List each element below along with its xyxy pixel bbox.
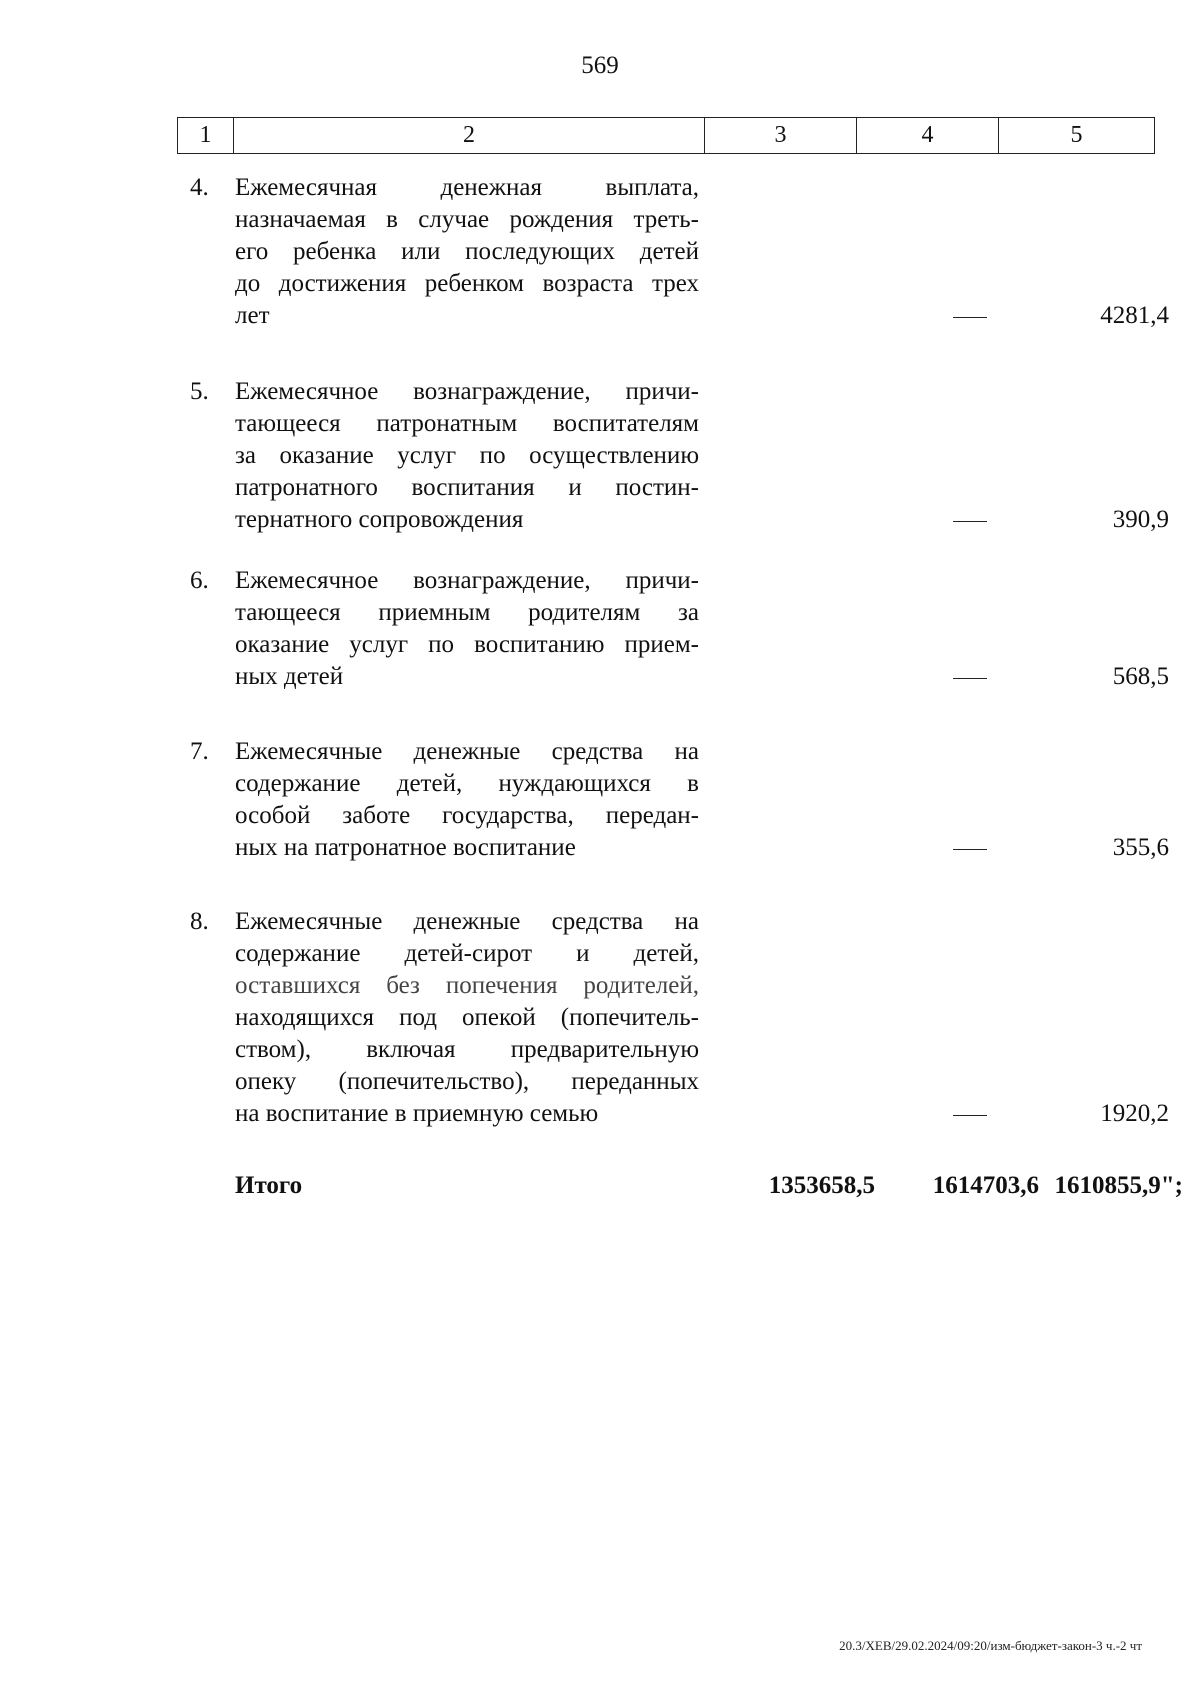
total-col5: 1610855,9";	[1054, 1172, 1183, 1199]
total-col4: 1614703,6	[932, 1172, 1039, 1199]
description-line: содержание детей, нуждающихся в	[235, 770, 699, 797]
description-line: тающееся приемным родителям за	[235, 599, 699, 626]
description-line: лет	[235, 302, 270, 329]
row-col4-value: 355,6	[1112, 834, 1169, 861]
row-col5-dash	[1177, 661, 1200, 693]
page-number: 569	[581, 52, 619, 79]
row-number: 6.	[190, 567, 209, 594]
table-header-row	[177, 117, 1155, 154]
row-description	[235, 565, 699, 693]
header-col-5: 5	[1070, 122, 1083, 148]
row-col4-value: 568,5	[1112, 663, 1169, 690]
row-description	[235, 906, 699, 1130]
description-line: его ребенка или последующих детей	[235, 238, 699, 265]
description-line: Ежемесячное вознаграждение, причи-	[235, 378, 699, 405]
row-col5-dash	[1177, 300, 1200, 332]
description-line: Ежемесячная денежная выплата,	[235, 174, 699, 201]
dash-mark	[953, 678, 987, 679]
description-line: тернатного сопровождения	[235, 506, 524, 533]
description-line: патронатного воспитания и постин-	[235, 474, 699, 501]
description-line: до достижения ребенком возраста трех	[235, 270, 699, 297]
description-line: Ежемесячные денежные средства на	[235, 738, 699, 765]
row-col3-dash	[827, 504, 987, 536]
row-number: 8.	[190, 908, 209, 935]
description-line: оказание услуг по воспитанию прием-	[235, 631, 699, 658]
description-line: оставшихся без попечения родителей,	[235, 972, 699, 999]
description-line: ных на патронатное воспитание	[235, 834, 576, 861]
description-line: особой заботе государства, передан-	[235, 802, 699, 829]
row-col5-dash	[1177, 832, 1200, 864]
dash-mark	[953, 521, 987, 522]
row-col3-dash	[827, 661, 987, 693]
description-line: опеку (попечительство), переданных	[235, 1068, 699, 1095]
dash-mark	[953, 1115, 987, 1116]
row-col4-value: 390,9	[1112, 506, 1169, 533]
description-line: содержание детей-сирот и детей,	[235, 940, 699, 967]
row-col3-dash	[827, 1098, 987, 1130]
row-description	[235, 172, 699, 332]
row-description	[235, 376, 699, 536]
description-line: ством), включая предварительную	[235, 1036, 699, 1063]
description-line: Ежемесячное вознаграждение, причи-	[235, 567, 699, 594]
header-col-1: 1	[178, 118, 234, 153]
description-line: за оказание услуг по осуществлению	[235, 442, 699, 469]
document-footer-code: 20.3/ХЕВ/29.02.2024/09:20/изм-бюджет-закон-3 ч.-2 чт	[839, 1638, 1142, 1653]
row-number: 4.	[190, 174, 209, 201]
row-col3-dash	[827, 300, 987, 332]
header-col-2: 2	[234, 118, 705, 153]
row-number: 7.	[190, 738, 209, 765]
row-number: 5.	[190, 378, 209, 405]
total-label: Итого	[235, 1172, 303, 1199]
row-description	[235, 736, 699, 864]
row-col5-dash	[1177, 1098, 1200, 1130]
total-col3: 1353658,5	[768, 1172, 875, 1199]
header-col-3: 3	[705, 118, 857, 153]
header-col-4: 4	[857, 118, 999, 153]
description-line: на воспитание в приемную семью	[235, 1100, 599, 1127]
description-line: тающееся патронатным воспитателям	[235, 410, 699, 437]
dash-mark	[953, 849, 987, 850]
description-line: ных детей	[235, 663, 344, 690]
row-col5-dash	[1177, 504, 1200, 536]
description-line: Ежемесячные денежные средства на	[235, 908, 699, 935]
description-line: назначаемая в случае рождения треть-	[235, 206, 699, 233]
row-col3-dash	[827, 832, 987, 864]
row-col4-value: 1920,2	[1100, 1100, 1169, 1127]
dash-mark	[953, 317, 987, 318]
row-col4-value: 4281,4	[1100, 302, 1169, 329]
description-line: находящихся под опекой (попечитель-	[235, 1004, 699, 1031]
